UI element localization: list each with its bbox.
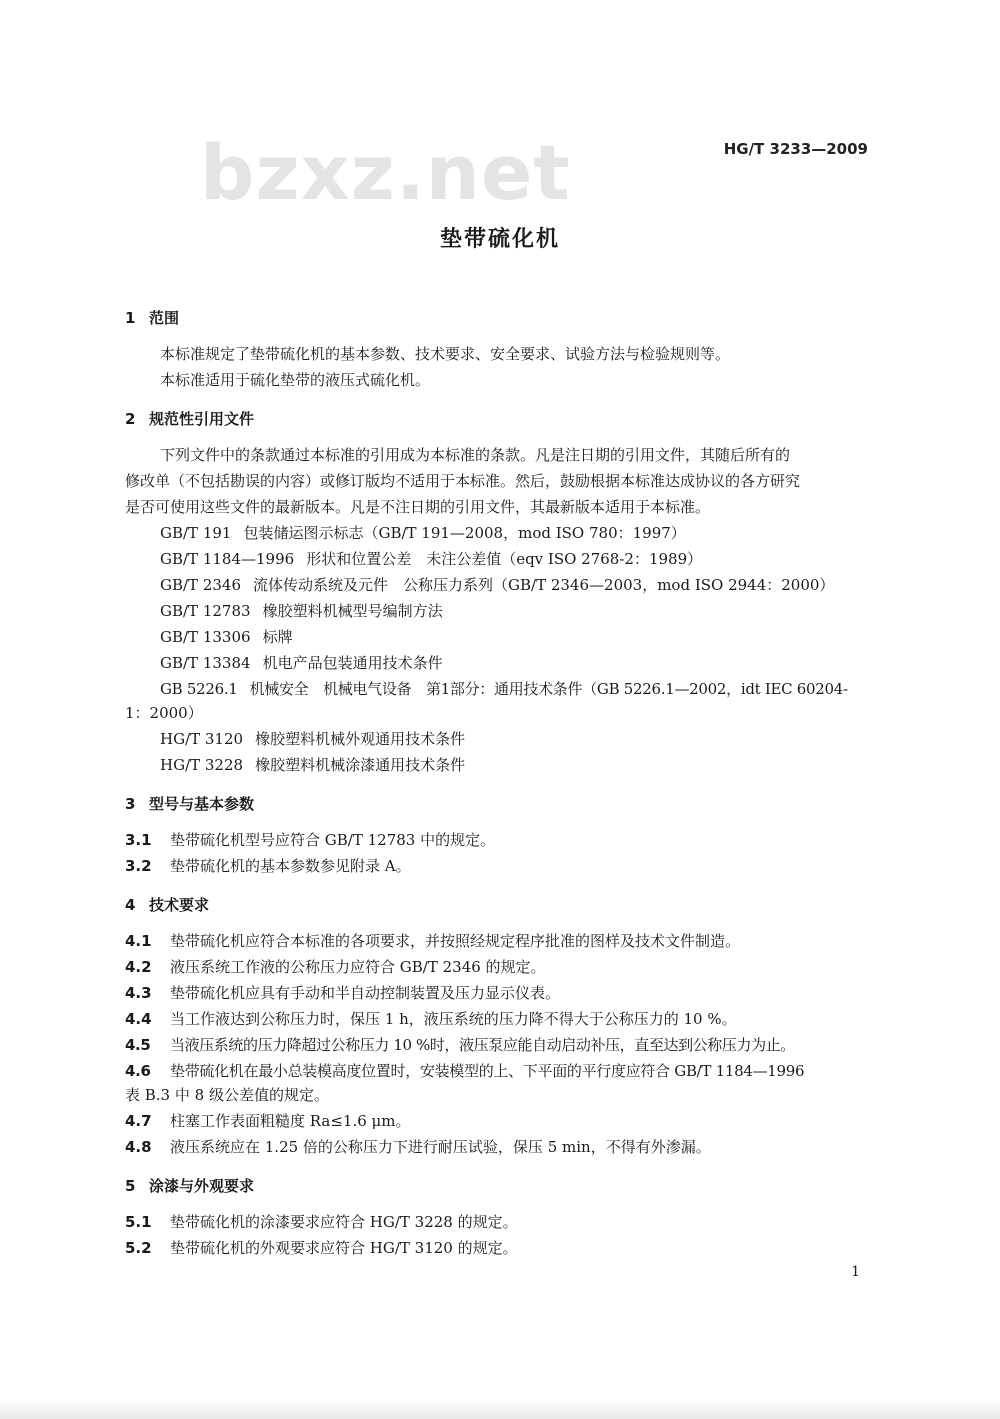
reference-title: 形状和位置公差 未注公差值（eqv ISO 2768-2：1989） (306, 550, 703, 568)
clause-text: 垫带硫化机应具有手动和半自动控制装置及压力显示仪表。 (170, 984, 561, 1002)
reference-item (160, 627, 293, 647)
reference-title: 机电产品包装通用技术条件 (262, 654, 443, 672)
reference-title: 橡胶塑料机械外观通用技术条件 (255, 730, 466, 748)
clause-item (125, 1238, 518, 1258)
clause-number: 3.1 (125, 831, 152, 849)
page-number: 1 (851, 1264, 860, 1280)
clause-number: 4.4 (125, 1010, 152, 1028)
clause-item (125, 1009, 737, 1029)
reference-code: GB/T 12783 (160, 602, 251, 620)
document-title: 垫带硫化机 (439, 227, 560, 252)
clause-item (125, 1212, 518, 1232)
section-number: 3 (125, 795, 136, 813)
reference-continuation: 1：2000） (125, 704, 203, 722)
reference-code: GB/T 2346 (160, 576, 242, 594)
section-number: 4 (125, 896, 136, 914)
section-title: 范围 (149, 309, 180, 327)
paragraph-line: 是否可使用这些文件的最新版本。凡是不注日期的引用文件，其最新版本适用于本标准。 (125, 498, 711, 516)
reference-item (160, 549, 702, 569)
reference-title: 包装储运图示标志（GB/T 191—2008，mod ISO 780：1997） (243, 524, 686, 542)
clause-item (125, 830, 495, 850)
section-3-heading (125, 793, 254, 814)
clause-number: 4.2 (125, 958, 152, 976)
section-title: 涂漆与外观要求 (149, 1177, 255, 1195)
section-title: 技术要求 (149, 896, 210, 914)
section-number: 5 (125, 1177, 136, 1195)
clause-number: 4.6 (125, 1062, 151, 1080)
clause-text: 柱塞工作表面粗糙度 Ra≤1.6 μm。 (170, 1112, 411, 1130)
clause-continuation: 表 B.3 中 8 级公差值的规定。 (125, 1086, 329, 1104)
clause-item (125, 1137, 711, 1157)
paragraph-line: 下列文件中的条款通过本标准的引用成为本标准的条款。凡是注日期的引用文件，其随后所有的 (160, 446, 791, 464)
paragraph-line: 修改单（不包括勘误的内容）或修订版均不适用于本标准。然后，鼓励根据本标准达成协议的各方研究 (125, 472, 801, 490)
reference-item (160, 575, 834, 595)
reference-code: HG/T 3228 (160, 756, 244, 774)
reference-code: GB/T 1184—1996 (160, 550, 295, 568)
paragraph-line: 本标准规定了垫带硫化机的基本参数、技术要求、安全要求、试验方法与检验规则等。 (160, 345, 731, 363)
reference-code: GB/T 13306 (160, 628, 251, 646)
reference-title: 橡胶塑料机械涂漆通用技术条件 (255, 756, 466, 774)
section-title: 规范性引用文件 (149, 410, 255, 428)
clause-text: 垫带硫化机应符合本标准的各项要求，并按照经规定程序批准的图样及技术文件制造。 (170, 932, 741, 950)
clause-item (125, 1111, 411, 1131)
reference-title: 流体传动系统及元件 公称压力系列（GB/T 2346—2003，mod ISO 2944：2000） (253, 576, 835, 594)
clause-number: 3.2 (125, 857, 152, 875)
reference-code: GB 5226.1 (160, 680, 238, 698)
reference-item (160, 523, 686, 543)
section-title: 型号与基本参数 (149, 795, 255, 813)
page-bottom-edge (0, 1400, 1000, 1419)
reference-item (160, 729, 465, 749)
reference-code: GB/T 191 (160, 524, 232, 542)
document-code: HG/T 3233—2009 (723, 140, 868, 158)
clause-number: 4.5 (125, 1036, 151, 1054)
clause-number: 4.7 (125, 1112, 152, 1130)
clause-number: 4.1 (125, 932, 152, 950)
section-number: 1 (125, 309, 136, 327)
clause-item (125, 1035, 795, 1055)
clause-number: 4.8 (125, 1138, 152, 1156)
clause-item (125, 1061, 804, 1081)
clause-text: 液压系统应在 1.25 倍的公称压力下进行耐压试验，保压 5 min，不得有外渗漏。 (170, 1138, 711, 1156)
clause-number: 4.3 (125, 984, 152, 1002)
clause-item (125, 931, 740, 951)
paragraph-line: 本标准适用于硫化垫带的液压式硫化机。 (160, 371, 431, 389)
clause-text: 垫带硫化机型号应符合 GB/T 12783 中的规定。 (170, 831, 496, 849)
reference-item (160, 601, 443, 621)
clause-text: 当液压系统的压力降超过公称压力 10 %时，液压泵应能自动启动补压，直至达到公称压力为止。 (170, 1036, 795, 1054)
clause-text: 当工作液达到公称压力时，保压 1 h，液压系统的压力降不得大于公称压力的 10 %。 (170, 1010, 737, 1028)
clause-number: 5.2 (125, 1239, 152, 1257)
reference-title: 机械安全 机械电气设备 第1部分：通用技术条件（GB 5226.1—2002，idt IEC 60204- (249, 680, 848, 698)
clause-item (125, 856, 411, 876)
reference-code: HG/T 3120 (160, 730, 244, 748)
clause-text: 垫带硫化机的外观要求应符合 HG/T 3120 的规定。 (170, 1239, 518, 1257)
watermark: bzxz.net (200, 128, 571, 217)
section-5-heading (125, 1175, 254, 1196)
clause-item (125, 983, 560, 1003)
section-2-heading (125, 408, 254, 429)
reference-title: 橡胶塑料机械型号编制方法 (262, 602, 443, 620)
reference-code: GB/T 13384 (160, 654, 251, 672)
clause-number: 5.1 (125, 1213, 152, 1231)
clause-item (125, 957, 546, 977)
clause-text: 垫带硫化机的基本参数参见附录 A。 (170, 857, 411, 875)
section-number: 2 (125, 410, 136, 428)
reference-title: 标牌 (262, 628, 293, 646)
clause-text: 液压系统工作液的公称压力应符合 GB/T 2346 的规定。 (170, 958, 546, 976)
reference-item (160, 653, 443, 673)
reference-item (160, 679, 848, 699)
clause-text: 垫带硫化机的涂漆要求应符合 HG/T 3228 的规定。 (170, 1213, 518, 1231)
clause-text: 垫带硫化机在最小总装模高度位置时，安装模型的上、下平面的平行度应符合 GB/T 1184—1996 (170, 1062, 805, 1080)
reference-item (160, 755, 465, 775)
section-1-heading (125, 307, 179, 328)
section-4-heading (125, 894, 209, 915)
